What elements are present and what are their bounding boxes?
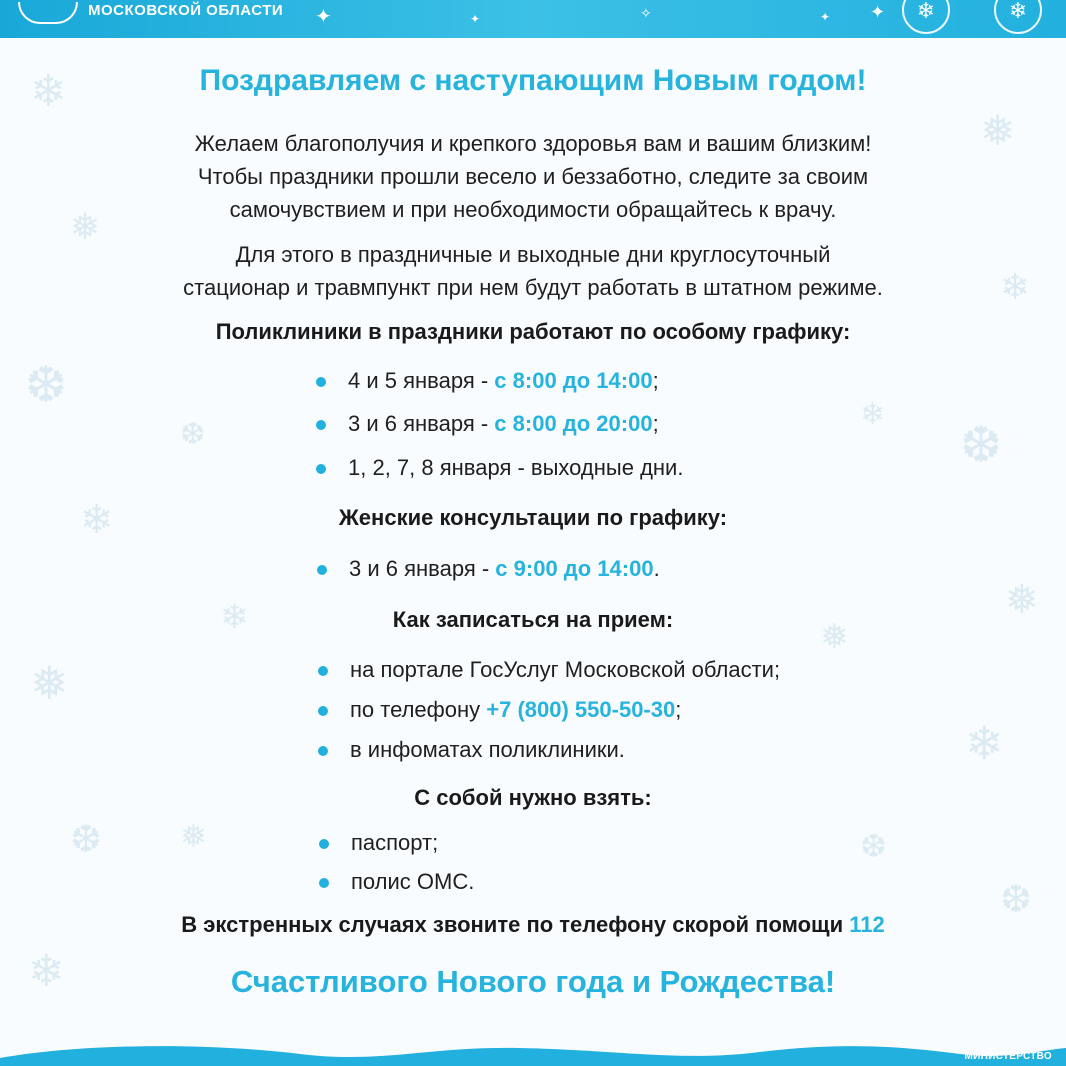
bullet-icon: [319, 878, 329, 888]
emblem-logo: [18, 2, 78, 24]
wave-shape: [0, 1046, 1066, 1066]
bullet-icon: [318, 706, 328, 716]
star-icon: ✧: [640, 6, 652, 22]
list-item: по телефону +7 (800) 550-50-30;: [350, 697, 681, 723]
star-icon: ✦: [870, 2, 886, 23]
snowflake-icon: ❅: [30, 656, 69, 710]
page-title: Поздравляем с наступающим Новым годом!: [199, 64, 867, 97]
bullet-icon: [318, 666, 328, 676]
bullet-icon: [316, 464, 326, 474]
ministry-label: МИНИСТЕРСТВО: [964, 1051, 1052, 1062]
snowflake-icon: ❅: [70, 207, 101, 248]
emergency-text: В экстренных случаях звоните по телефону скорой помощи: [181, 912, 850, 937]
snowflake-icon: ❄: [860, 397, 886, 432]
star-icon: ✦: [820, 10, 831, 24]
star-icon: ✦: [315, 4, 332, 28]
bullet-icon: [316, 377, 326, 387]
appointment-heading: Как записаться на прием:: [392, 607, 674, 632]
list-item: 3 и 6 января - с 8:00 до 20:00;: [348, 411, 659, 437]
list-item: 3 и 6 января - с 9:00 до 14:00.: [349, 556, 660, 582]
snowflake-icon: ❆: [25, 356, 67, 414]
bullet-icon: [317, 565, 327, 575]
top-banner: [0, 0, 1066, 38]
bullet-icon: [316, 420, 326, 430]
consultations-heading: Женские консультации по графику:: [338, 505, 728, 530]
bullet-icon: [319, 839, 329, 849]
snowflake-icon: ❆: [960, 416, 1002, 474]
list-item: 4 и 5 января - с 8:00 до 14:00;: [348, 368, 659, 394]
organization-name: МОСКОВСКОЙ ОБЛАСТИ: [88, 2, 284, 19]
hours-highlight: с 8:00 до 14:00: [494, 368, 653, 393]
snowflake-icon: ❄: [80, 497, 114, 543]
snowflake-icon: ❅: [980, 106, 1016, 155]
snowflake-badge-icon: ❄: [902, 0, 950, 34]
star-icon: ✦: [470, 12, 481, 26]
snowflake-icon: ❆: [70, 817, 102, 861]
intro-paragraph: [0, 127, 1066, 226]
list-item: паспорт;: [351, 830, 438, 856]
snowflake-icon: ❄: [30, 66, 67, 117]
snowflake-badge-icon: ❄: [994, 0, 1042, 34]
snowflake-icon: ❄: [1000, 267, 1031, 308]
intro-line: Желаем благополучия и крепкого здоровья вам и вашим близким!: [194, 131, 872, 156]
snowflake-icon: ❅: [820, 617, 849, 657]
snowflake-icon: ❆: [180, 417, 206, 452]
polyclinics-heading: Поликлиники в праздники работают по особому графику:: [215, 319, 851, 344]
bottom-wave: [0, 1036, 1066, 1066]
hospital-paragraph: [0, 238, 1066, 308]
hospital-line: Для этого в праздничные и выходные дни круглосуточный: [235, 242, 831, 267]
closing-greeting: Счастливого Нового года и Рождества!: [230, 964, 836, 999]
snowflake-icon: ❆: [860, 827, 887, 865]
list-item: полис ОМС.: [351, 869, 474, 895]
snowflake-icon: ❆: [1000, 877, 1032, 921]
emergency-number[interactable]: 112: [849, 912, 885, 937]
hours-highlight: с 8:00 до 20:00: [494, 411, 653, 436]
hospital-line: стационар и травмпункт при нем будут работать в штатном режиме.: [183, 275, 883, 300]
bring-heading: С собой нужно взять:: [414, 785, 652, 810]
list-item: на портале ГосУслуг Московской области;: [350, 657, 780, 683]
hours-highlight: с 9:00 до 14:00: [495, 556, 654, 581]
snowflake-icon: ❄: [965, 716, 1004, 770]
snowflake-icon: ❅: [180, 817, 207, 855]
list-item: 1, 2, 7, 8 января - выходные дни.: [348, 455, 683, 481]
snowflake-icon: ❄: [28, 946, 65, 997]
emergency-line: [0, 912, 1066, 938]
list-item: в инфоматах поликлиники.: [350, 737, 625, 763]
intro-line: самочувствием и при необходимости обращайтесь к врачу.: [229, 197, 837, 222]
bullet-icon: [318, 746, 328, 756]
snowflake-icon: ❄: [220, 597, 249, 637]
intro-line: Чтобы праздники прошли весело и беззаботно, следите за своим: [197, 164, 869, 189]
snowflake-icon: ❅: [1005, 577, 1039, 623]
phone-number[interactable]: +7 (800) 550-50-30: [486, 697, 676, 722]
